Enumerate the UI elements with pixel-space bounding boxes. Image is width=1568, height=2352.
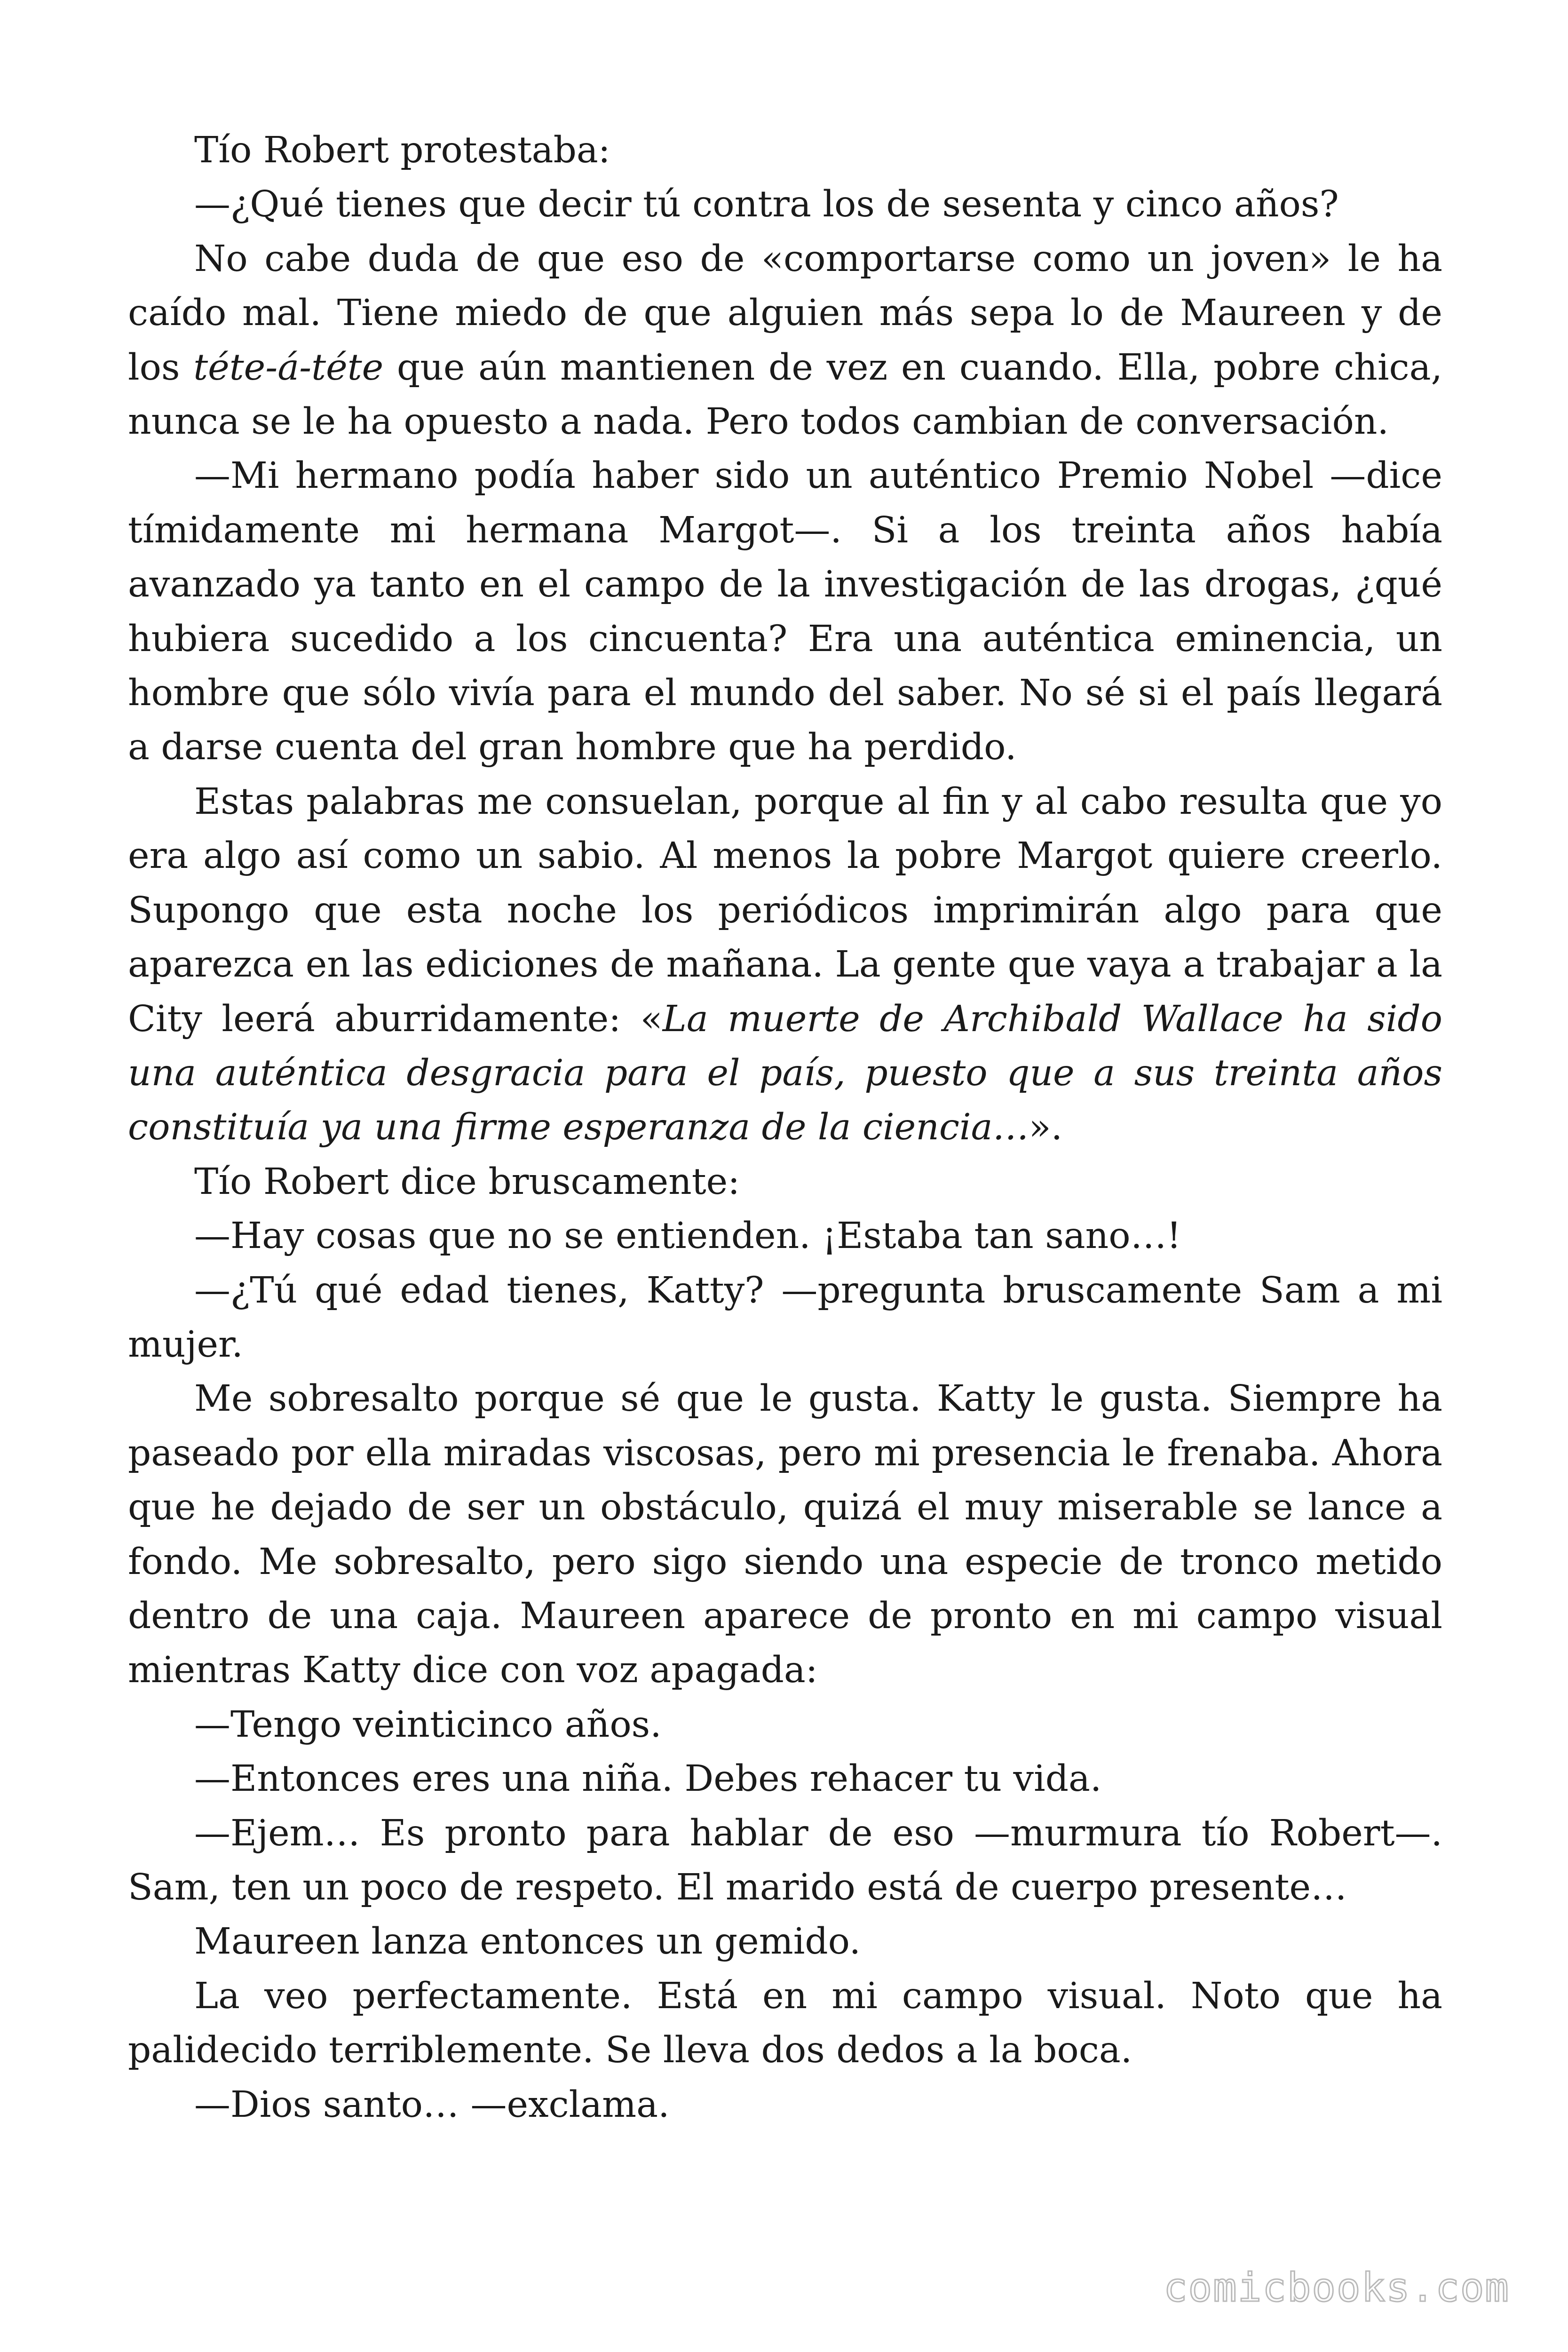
paragraph-text: —¿Tú qué edad tienes, Katty? —pregunta bruscamente Sam a mi mujer.	[128, 1269, 1442, 1366]
paragraph	[128, 1806, 1442, 1915]
paragraph-text: Estas palabras me consuelan, porque al fin y al cabo resulta que yo era algo así como un sabio. Al menos la pobre Margot quiere creerlo. Supongo que esta noche los periódicos imprimirán algo para que aparezca en las ediciones de mañana. La gente que vaya a trabajar a la City leerá aburridamente: «	[128, 780, 1442, 1040]
paragraph	[128, 123, 1442, 177]
italic-quote: La muerte de Archibald Wallace ha sido una auténtica desgracia para el país, puesto que a sus treinta años constituía ya una firme esperanza de la ciencia…	[128, 998, 1442, 1149]
paragraph	[128, 1263, 1442, 1372]
paragraph-text: Maureen lanza entonces un gemido.	[194, 1921, 861, 1963]
paragraph	[128, 1209, 1442, 1263]
paragraph	[128, 2078, 1442, 2132]
paragraph-text: No cabe duda de que eso de «comportarse como un joven» le ha caído mal. Tiene miedo de que alguien más sepa lo de Maureen y de los	[128, 238, 1442, 389]
paragraph	[128, 1698, 1442, 1752]
paragraph-text: Tío Robert dice bruscamente:	[194, 1160, 740, 1203]
body-text	[128, 123, 1442, 2132]
paragraph-text: La veo perfectamente. Está en mi campo visual. Noto que ha palidecido terriblemente. Se lleva dos dedos a la boca.	[128, 1975, 1442, 2072]
paragraph	[128, 775, 1442, 1155]
paragraph	[128, 177, 1442, 231]
paragraph	[128, 1372, 1442, 1697]
paragraph	[128, 232, 1442, 449]
paragraph	[128, 1155, 1442, 1209]
paragraph-text: que aún mantienen de vez en cuando. Ella, pobre chica, nunca se le ha opuesto a nada. Pero todos cambian de conversación.	[128, 346, 1442, 443]
paragraph	[128, 449, 1442, 774]
paragraph-text: —Tengo veinticinco años.	[194, 1703, 662, 1746]
paragraph-text: —Ejem… Es pronto para hablar de eso —murmura tío Robert—. Sam, ten un poco de respeto. El marido está de cuerpo presente…	[128, 1812, 1442, 1908]
paragraph-text: Tío Robert protestaba:	[194, 129, 610, 171]
paragraph-text: —Dios santo… —exclama.	[194, 2083, 670, 2126]
paragraph-text: Me sobresalto porque sé que le gusta. Katty le gusta. Siempre ha paseado por ella miradas viscosas, pero mi presencia le frenaba. Ahora que he dejado de ser un obstáculo, quizá el muy miserable se lance a fondo. Me sobresalto, pero sigo siendo una especie de tronco metido dentro de una caja. Maureen aparece de pronto en mi campo visual mientras Katty dice con voz apagada:	[128, 1378, 1442, 1692]
paragraph	[128, 1969, 1442, 2078]
paragraph	[128, 1752, 1442, 1806]
paragraph	[128, 1915, 1442, 1969]
paragraph-text: —Mi hermano podía haber sido un auténtico Premio Nobel —dice tímidamente mi hermana Margot—. Si a los treinta años había avanzado ya tanto en el campo de la investigación de las drogas, ¿qué hubiera sucedido a los cincuenta? Era una auténtica eminencia, un hombre que sólo vivía para el mundo del saber. No sé si el país llegará a darse cuenta del gran hombre que ha perdido.	[128, 455, 1442, 769]
italic-text: téte-á-téte	[193, 346, 384, 389]
paragraph-text: —Hay cosas que no se entienden. ¡Estaba tan sano…!	[194, 1215, 1181, 1257]
paragraph-text: —¿Qué tienes que decir tú contra los de sesenta y cinco años?	[194, 183, 1339, 226]
paragraph-text: ».	[1029, 1106, 1063, 1149]
paragraph-text: —Entonces eres una niña. Debes rehacer tu vida.	[194, 1758, 1102, 1800]
watermark: comicbooks.com	[1163, 2265, 1510, 2311]
